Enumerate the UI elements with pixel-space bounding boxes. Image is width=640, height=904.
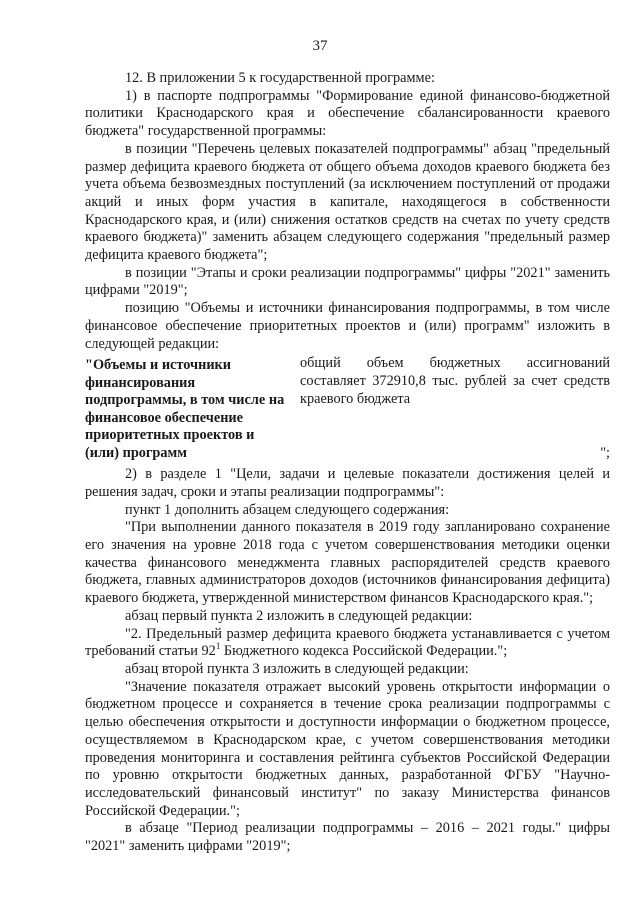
paragraph: в позиции "Этапы и сроки реализации подпрограммы" цифры "2021" заменить цифрами "2019"; [85, 264, 610, 299]
para-text: Бюджетного кодекса Российской Федерации."; [220, 643, 508, 660]
opening-quote: " [85, 357, 93, 374]
para-text: "2. Предельный размер дефицита краевого бюджета устанавливается с учетом требований статьи 92 [85, 625, 610, 660]
paragraph: абзац второй пункта 3 изложить в следующей редакции: [125, 660, 469, 677]
paragraph: в позиции "Перечень целевых показателей подпрограммы" абзац "предельный размер дефицита краевого бюджета от общего объема доходов краевого бюджета без учета объема безвозмездных поступлений (за исключением поступлений от продажи акций и иных форм участия в капитале, находящегося в собственности Краснодарского края, и (или) снижения остатков средств на счетах по учету средств краевого бюджета)" заменить абзацем следующего содержания "предельный размер дефицита краевого бюджета"; [85, 140, 610, 264]
position-title-text: Объемы и источники финансирования подпрограммы, в том числе на финансовое обеспечение приоритетных проектов и (или) программ [85, 357, 285, 461]
superscript: 1 [215, 641, 221, 652]
document-body [85, 70, 610, 856]
paragraph: 2) в разделе 1 "Цели, задачи и целевые показатели достижения целей и решения задач, сроки и этапы реализации подпрограммы": [85, 466, 610, 500]
closing-quote: "; [600, 444, 610, 461]
position-content-text: общий объем бюджетных ассигнований составляет 372910,8 тыс. рублей за счет средств краевого бюджета [300, 355, 610, 407]
paragraph-with-footnote [85, 626, 610, 661]
paragraph: в абзаце "Период реализации подпрограммы – 2016 – 2021 годы." цифры "2021" заменить цифрами "2019"; [85, 820, 610, 855]
paragraph: "Значение показателя отражает высокий уровень открытости информации о бюджетном процессе и сохраняется в течение срока реализации подпрограммы с целью обеспечения открытости и доступности информации о бюджетном процессе, осуществляемом в Краснодарском крае, с учетом совершенствования методики проведения мониторинга и составления рейтинга субъектов Российской Федерации по уровню открытости бюджетных данных, разработанной ФГБУ "Научно-исследовательский финансовый институт" по заказу Министерства финансов Российской Федерации."; [85, 678, 610, 819]
paragraph: пункт 1 дополнить абзацем следующего содержания: [125, 501, 450, 518]
paragraph: 12. В приложении 5 к государственной программе: [125, 70, 435, 86]
position-content [290, 355, 610, 462]
paragraph: абзац первый пункта 2 изложить в следующей редакции: [125, 607, 473, 624]
page-number: 37 [312, 38, 328, 54]
paragraph: "При выполнении данного показателя в 2019 году запланировано сохранение его значения на уровне 2018 года с учетом совершенствования методики оценки качества финансового менеджмента главных распорядителей средств краевого бюджета, главных администраторов доходов (источников финансирования дефицита) краевого бюджета, утвержденной министерством финансов Краснодарского края."; [85, 519, 610, 607]
paragraph: позицию "Объемы и источники финансирования подпрограммы, в том числе финансовое обеспечение приоритетных проектов и (или) программ" изложить в следующей редакции: [85, 300, 610, 352]
paragraph: 1) в паспорте подпрограммы "Формирование единой финансово-бюджетной политики Краснодарского края и обеспечение сбалансированности краевого бюджета" государственной программы: [85, 87, 610, 140]
position-table [85, 355, 610, 462]
position-title [85, 355, 290, 462]
